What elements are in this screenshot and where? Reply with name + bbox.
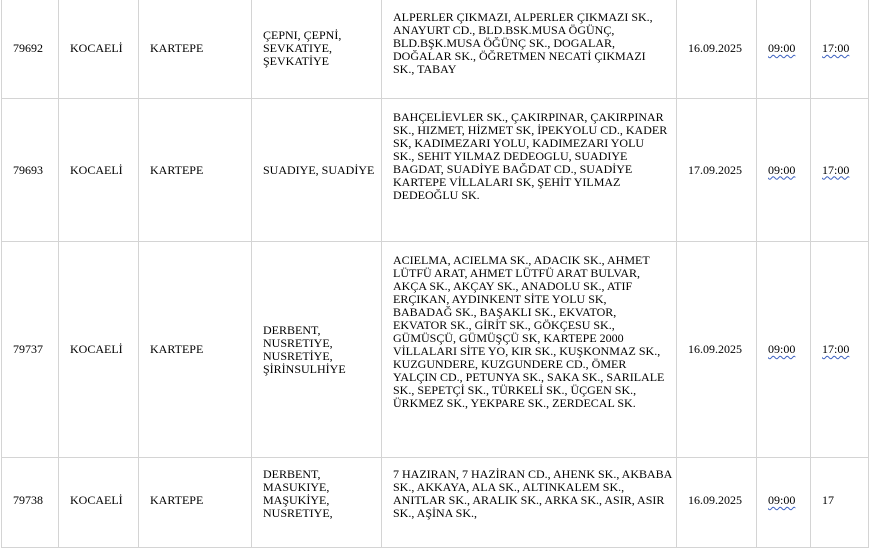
outage-id: 79692 [2,0,59,99]
neighborhoods-cell: DERBENT, MASUKIYE, MAŞUKİYE, NUSRETIYE, [252,458,382,548]
end-time: 17:00 [822,41,850,55]
start-time-cell [757,458,811,548]
neighborhoods-cell: SUADIYE, SUADİYE [252,99,382,242]
start-time-cell [757,99,811,242]
end-time-cell [811,99,869,242]
outage-id: 79693 [2,99,59,242]
outage-table [1,0,869,548]
date-cell: 16.09.2025 [677,242,757,458]
outage-id: 79738 [2,458,59,548]
date-cell: 17.09.2025 [677,99,757,242]
start-time: 09:00 [768,162,796,177]
city-cell: KOCAELİ [59,0,139,99]
outage-id: 79737 [2,242,59,458]
table-row [2,458,869,548]
streets-cell: ALPERLER ÇIKMAZI, ALPERLER ÇIKMAZI SK., ANAYURT CD., BLD.BSK.MUSA ÖGÜNÇ, BLD.BŞK.MUSA ÖĞÜNÇ SK., DOGALAR, DOĞALAR SK., ÖĞRETMEN NECATİ ÇIKMAZI SK., TABAY [382,0,677,99]
date-cell: 16.09.2025 [677,0,757,99]
end-time-cell: 17 [811,458,869,548]
streets-cell: ACIELMA, ACIELMA SK., ADACIK SK., AHMET LÜTFÜ ARAT, AHMET LÜTFÜ ARAT BULVAR, AKÇA SK., AKÇAY SK., ANADOLU SK., ATIF ERÇIKAN, AYDINKENT SİTE YOLU SK, BABADAĞ SK., BAŞAKLI SK., EKVATOR, EKVATOR SK., GİRİT SK., GÖKÇESU SK., GÜMÜSÇÜ, GÜMÜŞÇÜ SK, KARTEPE 2000 VİLLALARI SİTE YO, KIR SK., KUŞKONMAZ SK., KUZGUNDERE, KUZGUNDERE CD., ÖMER YALÇIN CD., PETUNYA SK., SAKA SK., SARILALE SK., SEPETÇİ SK., TÜRKELİ SK., ÜÇGEN SK., ÜRKMEZ SK., YEKPARE SK., ZERDECAL SK. [382,242,677,458]
start-time-cell [757,242,811,458]
neighborhoods-cell: ÇEPNI, ÇEPNİ, SEVKATIYE, ŞEVKATİYE [252,0,382,99]
district-cell: KARTEPE [139,99,252,242]
district-cell: KARTEPE [139,0,252,99]
city-cell: KOCAELİ [59,242,139,458]
date-cell: 16.09.2025 [677,458,757,548]
neighborhoods-cell: DERBENT, NUSRETIYE, NUSRETİYE, ŞİRİNSULHİYE [252,242,382,458]
start-time: 09:00 [768,493,796,507]
end-time-cell [811,242,869,458]
city-cell: KOCAELİ [59,458,139,548]
table-row [2,242,869,458]
district-cell: KARTEPE [139,242,252,458]
start-time-cell [757,0,811,99]
district-cell: KARTEPE [139,458,252,548]
end-time: 17:00 [822,342,850,356]
start-time: 09:00 [768,342,796,356]
streets-cell: BAHÇELİEVLER SK., ÇAKIRPINAR, ÇAKIRPINAR SK., HIZMET, HİZMET SK, İPEKYOLU CD., KADER SK, KADIMEZARI YOLU, KADIMEZARI YOLU SK., SEHIT YILMAZ DEDEOGLU, SUADIYE BAGDAT, SUADİYE BAĞDAT CD., SUADİYE KARTEPE VİLLALARI SK, ŞEHİT YILMAZ DEDEOĞLU SK. [382,99,677,242]
table-row [2,0,869,99]
city-cell: KOCAELİ [59,99,139,242]
start-time: 09:00 [768,41,796,55]
end-time: 17:00 [822,162,850,177]
end-time-cell [811,0,869,99]
table-row [2,99,869,242]
streets-cell: 7 HAZIRAN, 7 HAZİRAN CD., AHENK SK., AKBABA SK., AKKAYA, ALA SK., ALTINKALEM SK., ANITLAR SK., ARALIK SK., ARKA SK., ASIR, ASIR SK., AŞİNA SK., [382,458,677,548]
